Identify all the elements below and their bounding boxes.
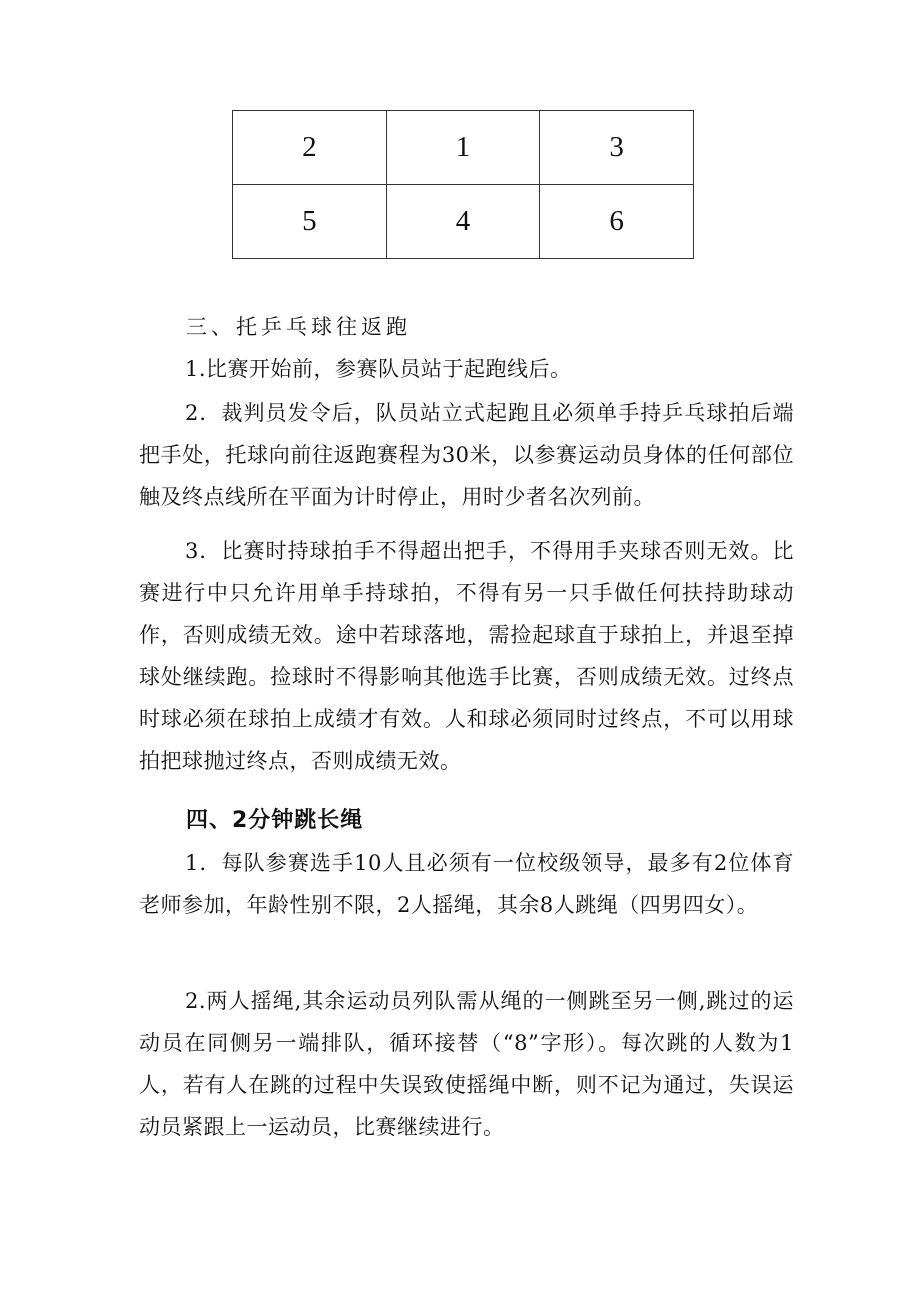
table-cell: 4 <box>386 185 540 259</box>
section-3-paragraph-2: 2．裁判员发令后，队员站立式起跑且必须单手持乒乓球拍后端把手处，托球向前往返跑赛程为30米，以参赛运动员身体的任何部位触及终点线所在平面为计时停止，用时少者名次列前。 <box>139 401 794 509</box>
table-cell: 1 <box>386 111 540 185</box>
table-row <box>233 185 694 259</box>
section-3-paragraph-3: 3．比赛时持球拍手不得超出把手，不得用手夹球否则无效。比赛进行中只允许用单手持球拍，不得有另一只手做任何扶持助球动作，否则成绩无效。途中若球落地，需捡起球直于球拍上，并退至掉球处继续跑。捡球时不得影响其他选手比赛，否则成绩无效。过终点时球必须在球拍上成绩才有效。人和球必须同时过终点，不可以用球拍把球抛过终点，否则成绩无效。 <box>139 539 794 773</box>
section-3-heading: 三、托乒乓球往返跑 <box>186 315 411 339</box>
section-4-paragraph-2: 2.两人摇绳,其余运动员列队需从绳的一侧跳至另一侧,跳过的运动员在同侧另一端排队，循环接替（“8”字形）。每次跳的人数为1人，若有人在跳的过程中失误致使摇绳中断，则不记为通过，失误运动员紧跟上一运动员，比赛继续进行。 <box>139 989 794 1139</box>
table-cell: 3 <box>540 111 694 185</box>
table-row <box>233 111 694 185</box>
section-4-heading: 四、2分钟跳长绳 <box>186 808 364 833</box>
number-table <box>232 110 694 259</box>
section-4-paragraph-1: 1．每队参赛选手10人且必须有一位校级领导，最多有2位体育老师参加，年龄性别不限，2人摇绳，其余8人跳绳（四男四女）。 <box>139 851 794 917</box>
section-3-paragraph-1: 1.比赛开始前，参赛队员站于起跑线后。 <box>185 357 572 381</box>
table-cell: 2 <box>233 111 387 185</box>
table-cell: 5 <box>233 185 387 259</box>
table-cell: 6 <box>540 185 694 259</box>
